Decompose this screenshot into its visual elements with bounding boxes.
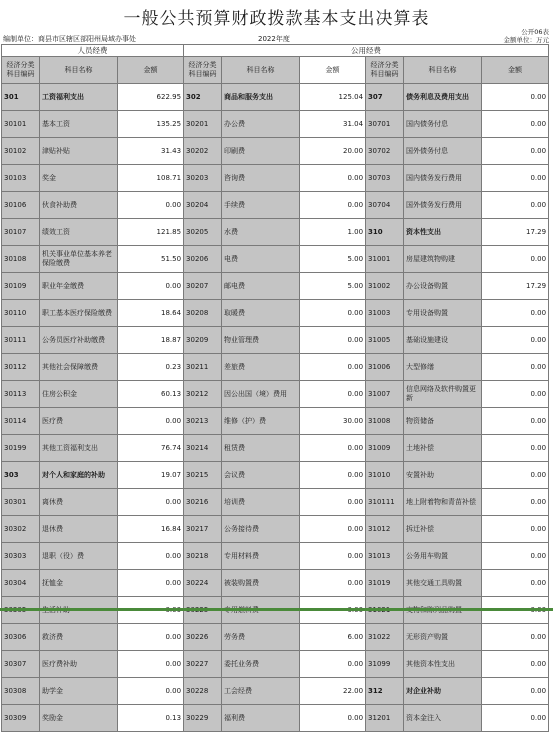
cell-code: 30103	[2, 165, 40, 192]
cell-code: 31201	[366, 705, 404, 732]
cell-name: 其他交通工具购置	[404, 570, 482, 597]
cell-name: 公务接待费	[222, 516, 300, 543]
table-row	[2, 489, 549, 516]
cell-code: 30112	[2, 354, 40, 381]
cell-name: 基本工资	[40, 111, 118, 138]
cell-name: 信息网络及软件购置更新	[404, 381, 482, 408]
cell-code: 31006	[366, 354, 404, 381]
cell-amount: 0.00	[482, 516, 549, 543]
table-row	[2, 165, 549, 192]
cell-amount: 0.00	[300, 570, 366, 597]
cell-amount: 0.00	[482, 327, 549, 354]
cell-code: 30704	[366, 192, 404, 219]
cell-code: 30216	[184, 489, 222, 516]
cell-code: 30211	[184, 354, 222, 381]
cell-name: 地上附着物和青苗补偿	[404, 489, 482, 516]
cell-amount: 0.00	[118, 624, 184, 651]
table-row	[2, 435, 549, 462]
cell-code: 312	[366, 678, 404, 705]
cell-name: 奖励金	[40, 705, 118, 732]
col-header-name: 科目名称	[40, 57, 118, 84]
cell-amount: 135.25	[118, 111, 184, 138]
table-row	[2, 381, 549, 408]
cell-amount: 19.07	[118, 462, 184, 489]
cell-amount: 76.74	[118, 435, 184, 462]
cell-name: 印刷费	[222, 138, 300, 165]
cell-code: 30226	[184, 624, 222, 651]
cell-code: 30102	[2, 138, 40, 165]
cell-code: 31002	[366, 273, 404, 300]
col-header-code: 经济分类科目编码	[366, 57, 404, 84]
cell-code: 30301	[2, 489, 40, 516]
col-header-code: 经济分类科目编码	[2, 57, 40, 84]
cell-amount: 51.50	[118, 246, 184, 273]
cell-code: 30209	[184, 327, 222, 354]
cell-amount: 5.00	[300, 246, 366, 273]
cell-name: 资本金注入	[404, 705, 482, 732]
cell-code: 303	[2, 462, 40, 489]
cell-amount: 1.00	[300, 219, 366, 246]
cell-amount: 16.84	[118, 516, 184, 543]
cell-name: 医疗费	[40, 408, 118, 435]
cell-code: 31009	[366, 435, 404, 462]
unit-name: 编制单位：商县市区辖区部阳州局域办事处	[3, 35, 136, 43]
cell-code: 30207	[184, 273, 222, 300]
cell-code: 30114	[2, 408, 40, 435]
cell-amount: 0.00	[118, 489, 184, 516]
cell-code: 30227	[184, 651, 222, 678]
table-row	[2, 624, 549, 651]
cell-name: 职业年金缴费	[40, 273, 118, 300]
table-row	[2, 543, 549, 570]
cell-amount: 0.00	[482, 435, 549, 462]
form-number: 公开06表	[521, 28, 549, 36]
cell-code: 30213	[184, 408, 222, 435]
cell-name: 奖金	[40, 165, 118, 192]
cell-amount: 0.00	[482, 624, 549, 651]
cell-name: 办公费	[222, 111, 300, 138]
cell-code: 302	[184, 84, 222, 111]
section-personnel: 人员经费	[2, 45, 184, 57]
cell-amount: 18.87	[118, 327, 184, 354]
cell-amount: 31.43	[118, 138, 184, 165]
cell-amount: 121.85	[118, 219, 184, 246]
cell-code: 30214	[184, 435, 222, 462]
cell-code: 30303	[2, 543, 40, 570]
cell-amount: 0.00	[482, 300, 549, 327]
header-right	[504, 28, 550, 44]
cell-amount: 0.00	[482, 462, 549, 489]
cell-code: 31008	[366, 408, 404, 435]
cell-amount: 0.00	[300, 705, 366, 732]
cell-name: 国内债务付息	[404, 111, 482, 138]
table-row	[2, 516, 549, 543]
cell-amount: 0.00	[118, 408, 184, 435]
cell-amount: 18.64	[118, 300, 184, 327]
cell-code: 30306	[2, 624, 40, 651]
cell-name: 商品和服务支出	[222, 84, 300, 111]
cell-amount: 0.00	[300, 651, 366, 678]
cell-code: 31001	[366, 246, 404, 273]
table-row	[2, 138, 549, 165]
cell-amount: 60.13	[118, 381, 184, 408]
cell-code: 31022	[366, 624, 404, 651]
cell-code: 31005	[366, 327, 404, 354]
cell-name: 债务利息及费用支出	[404, 84, 482, 111]
cell-amount: 31.04	[300, 111, 366, 138]
cell-amount: 0.00	[482, 651, 549, 678]
cell-code: 301	[2, 84, 40, 111]
cell-name: 公务员医疗补助缴费	[40, 327, 118, 354]
cell-amount: 0.00	[300, 435, 366, 462]
cell-amount: 17.29	[482, 273, 549, 300]
cell-name: 劳务费	[222, 624, 300, 651]
cell-name: 住房公积金	[40, 381, 118, 408]
cell-code: 30108	[2, 246, 40, 273]
cell-name: 拆迁补偿	[404, 516, 482, 543]
cell-name: 公务用车购置	[404, 543, 482, 570]
table-row	[2, 408, 549, 435]
cell-name: 国外债务发行费用	[404, 192, 482, 219]
cell-name: 安置补助	[404, 462, 482, 489]
cell-amount: 622.95	[118, 84, 184, 111]
cell-amount: 0.00	[482, 408, 549, 435]
cell-name: 职工基本医疗保险缴费	[40, 300, 118, 327]
table-row	[2, 705, 549, 732]
cell-name: 电费	[222, 246, 300, 273]
cell-code: 310	[366, 219, 404, 246]
cell-code: 30203	[184, 165, 222, 192]
cell-amount: 0.00	[118, 678, 184, 705]
cell-code: 30204	[184, 192, 222, 219]
section-header-row	[2, 45, 549, 57]
cell-code: 31013	[366, 543, 404, 570]
cell-name: 土地补偿	[404, 435, 482, 462]
table-row	[2, 300, 549, 327]
cell-code: 30212	[184, 381, 222, 408]
cell-amount: 0.00	[482, 381, 549, 408]
col-header-code: 经济分类科目编码	[184, 57, 222, 84]
cell-name: 机关事业单位基本养老保险缴费	[40, 246, 118, 273]
cell-name: 国内债务发行费用	[404, 165, 482, 192]
cell-name: 手续费	[222, 192, 300, 219]
table-row	[2, 462, 549, 489]
cell-code: 30307	[2, 651, 40, 678]
cell-code: 30215	[184, 462, 222, 489]
cell-code: 30702	[366, 138, 404, 165]
cell-code: 30113	[2, 381, 40, 408]
cell-amount: 0.23	[118, 354, 184, 381]
cell-name: 因公出国（境）费用	[222, 381, 300, 408]
cell-name: 工会经费	[222, 678, 300, 705]
table-row	[2, 678, 549, 705]
cell-name: 维修（护）费	[222, 408, 300, 435]
cell-name: 救济费	[40, 624, 118, 651]
cell-name: 邮电费	[222, 273, 300, 300]
cell-name: 租赁费	[222, 435, 300, 462]
cell-name: 退休费	[40, 516, 118, 543]
cell-amount: 0.00	[482, 570, 549, 597]
cell-name: 津贴补贴	[40, 138, 118, 165]
cell-amount: 0.00	[482, 354, 549, 381]
cell-code: 31012	[366, 516, 404, 543]
cell-amount: 0.00	[482, 246, 549, 273]
cell-name: 其他资本性支出	[404, 651, 482, 678]
cell-code: 30208	[184, 300, 222, 327]
col-header-amount: 金额	[118, 57, 184, 84]
money-unit: 金额单位：万元	[503, 36, 549, 44]
cell-code: 31019	[366, 570, 404, 597]
cell-amount: 17.29	[482, 219, 549, 246]
cell-amount: 0.00	[300, 354, 366, 381]
col-header-amount: 金额	[300, 57, 366, 84]
cell-name: 物资储备	[404, 408, 482, 435]
cell-name: 伙食补助费	[40, 192, 118, 219]
cell-code: 30309	[2, 705, 40, 732]
cell-code: 310111	[366, 489, 404, 516]
cell-name: 抚恤金	[40, 570, 118, 597]
cell-name: 医疗费补助	[40, 651, 118, 678]
section-public: 公用经费	[184, 45, 549, 57]
cell-code: 31010	[366, 462, 404, 489]
col-header-name: 科目名称	[222, 57, 300, 84]
cell-amount: 0.00	[482, 165, 549, 192]
cell-amount: 0.00	[300, 516, 366, 543]
cell-code: 31007	[366, 381, 404, 408]
cell-amount: 0.00	[482, 84, 549, 111]
cell-name: 会议费	[222, 462, 300, 489]
cell-amount: 0.00	[118, 543, 184, 570]
cell-code: 30111	[2, 327, 40, 354]
cell-code: 30110	[2, 300, 40, 327]
table-row	[2, 327, 549, 354]
cell-code: 30101	[2, 111, 40, 138]
column-header-row	[2, 57, 549, 84]
cell-amount: 0.00	[118, 570, 184, 597]
cell-code: 30205	[184, 219, 222, 246]
cell-amount: 108.71	[118, 165, 184, 192]
table-row	[2, 246, 549, 273]
bottom-rule	[0, 608, 553, 611]
cell-code: 30202	[184, 138, 222, 165]
cell-amount: 0.00	[300, 489, 366, 516]
cell-name: 对个人和家庭的补助	[40, 462, 118, 489]
cell-amount: 0.00	[482, 678, 549, 705]
table-row	[2, 219, 549, 246]
cell-amount: 0.00	[118, 651, 184, 678]
cell-name: 委托业务费	[222, 651, 300, 678]
expenditure-table	[1, 44, 549, 732]
cell-code: 30228	[184, 678, 222, 705]
cell-name: 房屋建筑物购建	[404, 246, 482, 273]
cell-name: 无形资产购置	[404, 624, 482, 651]
cell-name: 其他社会保障缴费	[40, 354, 118, 381]
cell-code: 30201	[184, 111, 222, 138]
table-row	[2, 273, 549, 300]
cell-amount: 0.00	[300, 165, 366, 192]
cell-name: 其他工资福利支出	[40, 435, 118, 462]
cell-name: 工资福利支出	[40, 84, 118, 111]
cell-amount: 0.00	[482, 705, 549, 732]
cell-amount: 6.00	[300, 624, 366, 651]
cell-name: 对企业补助	[404, 678, 482, 705]
cell-amount: 20.00	[300, 138, 366, 165]
table-row	[2, 192, 549, 219]
cell-name: 绩效工资	[40, 219, 118, 246]
cell-name: 基础设施建设	[404, 327, 482, 354]
cell-amount: 0.13	[118, 705, 184, 732]
cell-code: 30107	[2, 219, 40, 246]
cell-code: 30109	[2, 273, 40, 300]
cell-code: 30218	[184, 543, 222, 570]
cell-amount: 0.00	[300, 543, 366, 570]
cell-amount: 0.00	[118, 192, 184, 219]
table-row	[2, 354, 549, 381]
cell-amount: 125.04	[300, 84, 366, 111]
cell-name: 离休费	[40, 489, 118, 516]
fiscal-year: 2022年度	[258, 35, 290, 43]
col-header-name: 科目名称	[404, 57, 482, 84]
cell-code: 30304	[2, 570, 40, 597]
cell-name: 咨询费	[222, 165, 300, 192]
cell-name: 培训费	[222, 489, 300, 516]
table-row	[2, 111, 549, 138]
cell-name: 助学金	[40, 678, 118, 705]
cell-name: 物业管理费	[222, 327, 300, 354]
cell-amount: 0.00	[300, 381, 366, 408]
cell-code: 30302	[2, 516, 40, 543]
cell-code: 307	[366, 84, 404, 111]
cell-code: 30229	[184, 705, 222, 732]
cell-amount: 0.00	[118, 273, 184, 300]
cell-name: 取暖费	[222, 300, 300, 327]
cell-amount: 0.00	[300, 192, 366, 219]
cell-amount: 22.00	[300, 678, 366, 705]
cell-code: 30703	[366, 165, 404, 192]
cell-code: 30199	[2, 435, 40, 462]
table-row	[2, 570, 549, 597]
table-row	[2, 651, 549, 678]
col-header-amount: 金额	[482, 57, 549, 84]
cell-amount: 0.00	[300, 462, 366, 489]
cell-name: 退职（役）费	[40, 543, 118, 570]
cell-code: 30206	[184, 246, 222, 273]
cell-code: 31099	[366, 651, 404, 678]
cell-name: 专用设备购置	[404, 300, 482, 327]
cell-name: 大型修缮	[404, 354, 482, 381]
cell-amount: 30.00	[300, 408, 366, 435]
cell-amount: 0.00	[482, 138, 549, 165]
cell-code: 30308	[2, 678, 40, 705]
cell-code: 30106	[2, 192, 40, 219]
cell-name: 水费	[222, 219, 300, 246]
cell-name: 福利费	[222, 705, 300, 732]
cell-amount: 0.00	[482, 543, 549, 570]
cell-amount: 5.00	[300, 273, 366, 300]
cell-amount: 0.00	[482, 111, 549, 138]
page-title: 一般公共预算财政拨款基本支出决算表	[123, 9, 430, 29]
cell-name: 差旅费	[222, 354, 300, 381]
cell-amount: 0.00	[482, 489, 549, 516]
cell-code: 30224	[184, 570, 222, 597]
cell-amount: 0.00	[482, 192, 549, 219]
cell-amount: 0.00	[300, 327, 366, 354]
table-row	[2, 84, 549, 111]
cell-name: 办公设备购置	[404, 273, 482, 300]
cell-name: 国外债务付息	[404, 138, 482, 165]
cell-code: 30217	[184, 516, 222, 543]
cell-name: 被装购置费	[222, 570, 300, 597]
cell-name: 专用材料费	[222, 543, 300, 570]
cell-code: 30701	[366, 111, 404, 138]
cell-code: 31003	[366, 300, 404, 327]
cell-amount: 0.00	[300, 300, 366, 327]
cell-name: 资本性支出	[404, 219, 482, 246]
